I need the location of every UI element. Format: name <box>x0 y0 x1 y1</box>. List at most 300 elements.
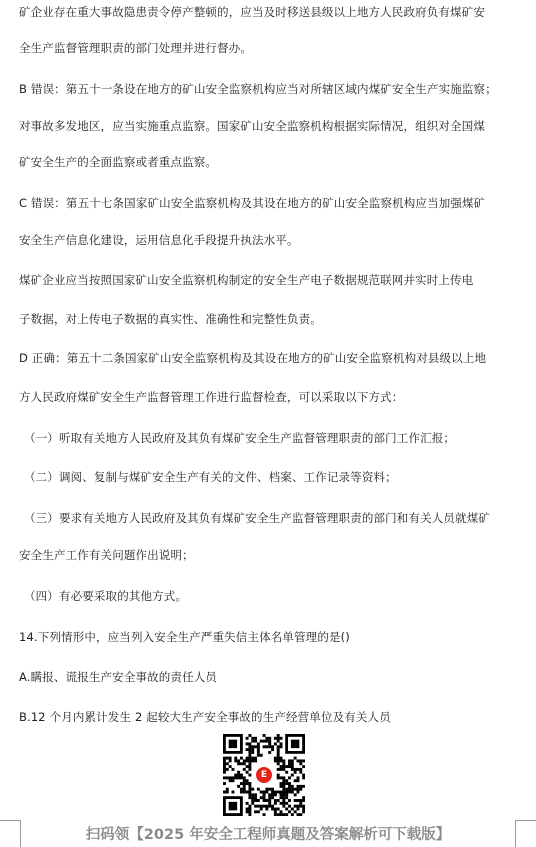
qr-module <box>240 757 243 760</box>
qr-module <box>277 751 280 754</box>
text-line: 煤矿企业应当按照国家矿山安全监察机构制定的安全生产电子数据规范联网并实时上传电 <box>19 273 474 287</box>
qr-module <box>251 751 254 754</box>
qr-module <box>265 740 268 743</box>
qr-module <box>254 796 257 799</box>
qr-module <box>265 788 268 791</box>
qr-module <box>263 740 266 743</box>
qr-module <box>277 759 280 762</box>
qr-module <box>280 785 283 788</box>
qr-module <box>294 810 297 813</box>
qr-module <box>229 776 232 779</box>
qr-module <box>251 759 254 762</box>
qr-module <box>271 796 274 799</box>
qr-module <box>248 759 251 762</box>
qr-module <box>251 793 254 796</box>
qr-module <box>237 762 240 765</box>
qr-module <box>271 788 274 791</box>
qr-module <box>251 748 254 751</box>
qr-module <box>229 765 232 768</box>
qr-module <box>294 788 297 791</box>
qr-module <box>257 810 260 813</box>
qr-module <box>263 799 266 802</box>
qr-module <box>251 799 254 802</box>
qr-module <box>248 813 251 816</box>
qr-module <box>277 799 280 802</box>
qr-module <box>257 754 260 757</box>
qr-module <box>234 776 237 779</box>
qr-module <box>277 734 280 737</box>
qr-module <box>294 779 297 782</box>
text-line: 矿安全生产的全面监察或者重点监察。 <box>19 155 218 169</box>
qr-module <box>251 737 254 740</box>
qr-module <box>280 813 283 816</box>
text-line: （一）听取有关地方人民政府及其负有煤矿安全生产监督管理职责的部门工作汇报； <box>24 431 456 445</box>
qr-module <box>277 748 280 751</box>
qr-module <box>277 813 280 816</box>
qr-module <box>254 810 257 813</box>
text-line: （三）要求有关地方人民政府及其负有煤矿安全生产监督管理职责的部门和有关人员就煤矿 <box>24 511 490 525</box>
qr-module <box>223 791 226 794</box>
qr-module <box>288 765 291 768</box>
qr-module <box>288 805 291 808</box>
qr-module <box>226 762 229 765</box>
qr-module <box>231 768 234 771</box>
qr-module <box>268 805 271 808</box>
qr-module <box>288 785 291 788</box>
qr-module <box>240 762 243 765</box>
text-line: B 错误：第五十一条设在地方的矿山安全监察机构应当对所辖区域内煤矿安全生产实施监察； <box>19 82 497 96</box>
qr-module <box>285 791 288 794</box>
qr-module <box>268 802 271 805</box>
qr-module <box>277 776 280 779</box>
qr-module <box>223 771 226 774</box>
qr-module <box>265 791 268 794</box>
qr-module <box>277 808 280 811</box>
qr-module <box>231 779 234 782</box>
qr-module <box>291 788 294 791</box>
qr-module <box>246 737 249 740</box>
qr-module <box>271 748 274 751</box>
qr-module <box>243 791 246 794</box>
qr-module <box>297 785 300 788</box>
qr-module <box>248 734 251 737</box>
qr-module <box>280 776 283 779</box>
qr-module <box>257 788 260 791</box>
qr-module <box>282 799 285 802</box>
qr-module <box>282 779 285 782</box>
qr-module <box>285 813 288 816</box>
qr-module <box>280 737 283 740</box>
question-line: 14.下列情形中，应当列入安全生产严重失信主体名单管理的是() <box>19 630 350 644</box>
qr-module <box>299 771 302 774</box>
text-line: 对事故多发地区，应当实施重点监察。国家矿山安全监察机构根据实际情况，组织对全国煤 <box>19 119 485 133</box>
qr-module <box>274 808 277 811</box>
qr-module <box>251 740 254 743</box>
qr-module <box>248 788 251 791</box>
qr-module <box>263 796 266 799</box>
qr-module <box>285 765 288 768</box>
qr-module <box>237 774 240 777</box>
qr-module <box>288 776 291 779</box>
text-line: 安全生产信息化建设，运用信息化手段提升执法水平。 <box>19 233 299 247</box>
qr-module <box>302 774 305 777</box>
qr-module <box>246 765 249 768</box>
qr-module <box>285 802 288 805</box>
qr-module <box>248 757 251 760</box>
qr-module <box>288 788 291 791</box>
qr-module <box>248 754 251 757</box>
qr-module <box>297 788 300 791</box>
qr-module <box>280 757 283 760</box>
qr-module <box>248 751 251 754</box>
qr-module <box>294 805 297 808</box>
qr-module <box>265 737 268 740</box>
qr-module <box>248 765 251 768</box>
qr-module <box>299 799 302 802</box>
qr-module <box>277 791 280 794</box>
qr-module <box>285 779 288 782</box>
qr-module <box>268 745 271 748</box>
qr-module <box>251 757 254 760</box>
qr-module <box>254 793 257 796</box>
qr-module <box>254 740 257 743</box>
qr-module <box>260 754 263 757</box>
qr-module <box>248 785 251 788</box>
qr-module <box>240 788 243 791</box>
qr-module <box>274 799 277 802</box>
qr-module <box>285 782 288 785</box>
option-line: B.12 个月内累计发生 2 起较大生产安全事故的生产经营单位及有关人员 <box>19 710 391 724</box>
qr-module <box>277 737 280 740</box>
qr-module <box>291 768 294 771</box>
qr-module <box>280 765 283 768</box>
qr-module <box>302 808 305 811</box>
qr-module <box>248 742 251 745</box>
qr-module <box>299 805 302 808</box>
qr-module <box>246 782 249 785</box>
qr-module <box>268 742 271 745</box>
qr-module <box>260 808 263 811</box>
qr-module <box>282 796 285 799</box>
qr-module <box>246 808 249 811</box>
qr-module <box>243 782 246 785</box>
qr-module <box>229 802 237 810</box>
qr-module <box>291 759 294 762</box>
qr-module <box>243 768 246 771</box>
qr-module <box>280 796 283 799</box>
qr-module <box>237 759 240 762</box>
qr-module <box>237 776 240 779</box>
qr-module <box>263 805 266 808</box>
qr-module <box>274 793 277 796</box>
qr-module <box>274 759 277 762</box>
text-line: 方人民政府煤矿安全生产监督管理工作进行监督检查，可以采取以下方式： <box>19 390 404 404</box>
qr-module <box>229 757 232 760</box>
qr-module <box>260 740 263 743</box>
qr-module <box>274 810 277 813</box>
qr-module <box>277 745 280 748</box>
qr-module <box>291 774 294 777</box>
qr-module <box>240 776 243 779</box>
qr-module <box>263 813 266 816</box>
qr-module <box>260 796 263 799</box>
qr-module <box>282 805 285 808</box>
qr-module <box>294 757 297 760</box>
qr-module <box>226 791 229 794</box>
qr-module <box>268 796 271 799</box>
qr-module <box>260 791 263 794</box>
qr-module <box>251 788 254 791</box>
qr-module <box>280 768 283 771</box>
qr-module <box>297 779 300 782</box>
qr-module <box>280 759 283 762</box>
qr-module <box>248 782 251 785</box>
qr-module <box>299 813 302 816</box>
qr-module <box>248 808 251 811</box>
qr-module <box>299 785 302 788</box>
text-line: 安全生产工作有关问题作出说明； <box>19 548 194 562</box>
text-line: C 错误：第五十七条国家矿山安全监察机构及其设在地方的矿山安全监察机构应当加强煤矿 <box>19 196 486 210</box>
qr-module <box>277 774 280 777</box>
text-line: 全生产监督管理职责的部门处理并进行督办。 <box>19 41 252 55</box>
qr-module <box>285 796 288 799</box>
qr-module <box>297 768 300 771</box>
qr-module <box>280 745 283 748</box>
qr-module <box>268 737 271 740</box>
qr-module <box>243 776 246 779</box>
qr-module <box>280 810 283 813</box>
qr-module <box>248 805 251 808</box>
qr-module <box>297 808 300 811</box>
qr-module <box>268 788 271 791</box>
qr-module <box>257 799 260 802</box>
qr-module <box>302 785 305 788</box>
qr-module <box>243 759 246 762</box>
qr-module <box>251 802 254 805</box>
qr-module <box>285 771 288 774</box>
qr-module <box>251 796 254 799</box>
qr-module <box>302 765 305 768</box>
qr-module <box>288 782 291 785</box>
qr-module <box>240 791 243 794</box>
qr-module <box>246 742 249 745</box>
qr-module <box>282 813 285 816</box>
qr-module <box>246 802 249 805</box>
qr-module <box>226 776 229 779</box>
qr-module <box>280 791 283 794</box>
qr-module <box>234 757 237 760</box>
qr-module <box>226 768 229 771</box>
qr-module <box>268 751 271 754</box>
qr-module <box>271 745 274 748</box>
qr-module <box>277 754 280 757</box>
qr-code[interactable] <box>223 734 305 816</box>
text-line: （四）有必要采取的其他方式。 <box>24 589 188 603</box>
qr-module <box>282 762 285 765</box>
qr-module <box>271 808 274 811</box>
qr-module <box>294 771 297 774</box>
qr-module <box>274 737 277 740</box>
qr-module <box>299 768 302 771</box>
qr-module <box>274 791 277 794</box>
qr-module <box>280 742 283 745</box>
qr-module <box>268 740 271 743</box>
qr-module <box>291 740 299 748</box>
qr-module <box>263 745 266 748</box>
qr-module <box>294 793 297 796</box>
qr-module <box>288 791 291 794</box>
qr-module <box>243 785 246 788</box>
qr-module <box>223 776 226 779</box>
qr-module <box>271 805 274 808</box>
qr-module <box>280 802 283 805</box>
qr-module <box>246 757 249 760</box>
qr-module <box>291 813 294 816</box>
qr-module <box>248 762 251 765</box>
qr-module <box>223 782 226 785</box>
qr-module <box>285 788 288 791</box>
qr-module <box>223 759 226 762</box>
download-caption[interactable]: 扫码领【2025 年安全工程师真题及答案解析可下载版】 <box>85 827 451 843</box>
qr-module <box>229 779 232 782</box>
option-line: A.瞒报、谎报生产安全事故的责任人员 <box>19 670 218 684</box>
qr-module <box>282 776 285 779</box>
qr-module <box>277 757 280 760</box>
qr-module <box>302 810 305 813</box>
qr-module <box>299 759 302 762</box>
qr-module <box>282 765 285 768</box>
text-line: （二）调阅、复制与煤矿安全生产有关的文件、档案、工作记录等资料； <box>24 470 397 484</box>
qr-module <box>257 742 260 745</box>
qr-module <box>251 745 254 748</box>
text-line: 矿企业存在重大事故隐患责令停产整顿的，应当及时移送县级以上地方人民政府负有煤矿安 <box>19 5 485 19</box>
qr-module <box>282 788 285 791</box>
qr-module <box>260 805 263 808</box>
qr-module <box>285 808 288 811</box>
qr-module <box>254 759 257 762</box>
qr-module <box>243 762 246 765</box>
qr-module <box>240 774 243 777</box>
qr-module <box>297 813 300 816</box>
qr-module <box>297 759 300 762</box>
qr-module <box>302 796 305 799</box>
qr-module <box>254 745 257 748</box>
qr-module <box>246 791 249 794</box>
qr-module <box>294 799 297 802</box>
qr-module <box>291 762 294 765</box>
qr-module <box>254 799 257 802</box>
qr-module <box>263 791 266 794</box>
qr-module <box>248 774 251 777</box>
qr-module <box>237 771 240 774</box>
qr-module <box>297 776 300 779</box>
qr-module <box>285 793 288 796</box>
qr-module <box>268 799 271 802</box>
qr-module <box>248 768 251 771</box>
qr-module <box>226 757 229 760</box>
qr-module <box>265 745 268 748</box>
qr-module <box>246 771 249 774</box>
qr-module <box>237 785 240 788</box>
qr-module <box>271 791 274 794</box>
qr-module <box>268 793 271 796</box>
qr-module <box>257 751 260 754</box>
qr-module <box>282 782 285 785</box>
qr-module <box>282 793 285 796</box>
qr-module <box>282 791 285 794</box>
qr-module <box>265 805 268 808</box>
qr-module <box>302 776 305 779</box>
qr-module <box>248 793 251 796</box>
qr-module <box>246 748 249 751</box>
qr-module <box>282 759 285 762</box>
qr-module <box>274 742 277 745</box>
qr-module <box>223 757 226 760</box>
qr-module <box>280 793 283 796</box>
qr-module <box>291 808 294 811</box>
qr-module <box>263 734 266 737</box>
qr-module <box>299 788 302 791</box>
qr-module <box>257 745 260 748</box>
qr-module <box>226 788 229 791</box>
qr-module <box>265 808 268 811</box>
qr-module <box>246 759 249 762</box>
qr-module <box>282 785 285 788</box>
qr-module <box>248 810 251 813</box>
qr-module <box>254 805 257 808</box>
qr-module <box>248 748 251 751</box>
qr-module <box>297 805 300 808</box>
qr-module <box>254 757 257 760</box>
qr-module <box>277 768 280 771</box>
qr-module <box>240 782 243 785</box>
qr-module <box>302 759 305 762</box>
qr-module <box>223 762 226 765</box>
qr-module <box>274 802 277 805</box>
qr-module <box>291 765 294 768</box>
qr-module <box>288 759 291 762</box>
qr-module <box>277 762 280 765</box>
qr-module <box>302 799 305 802</box>
qr-module <box>223 768 226 771</box>
qr-module <box>265 799 268 802</box>
qr-module <box>299 802 302 805</box>
qr-module <box>274 813 277 816</box>
qr-module <box>263 793 266 796</box>
qr-module <box>280 782 283 785</box>
qr-module <box>299 762 302 765</box>
text-line: D 正确：第五十二条国家矿山安全监察机构及其设在地方的矿山安全监察机构对县级以上地 <box>19 351 487 365</box>
qr-module <box>274 757 277 760</box>
qr-module <box>246 810 249 813</box>
qr-module <box>282 768 285 771</box>
qr-module <box>243 788 246 791</box>
qr-module <box>271 793 274 796</box>
qr-module <box>246 779 249 782</box>
text-line: 子数据，对上传电子数据的真实性、准确性和完整性负责。 <box>19 312 322 326</box>
qr-module <box>291 785 294 788</box>
qr-module <box>254 737 257 740</box>
qr-module <box>243 779 246 782</box>
qr-module <box>234 759 237 762</box>
qr-module <box>302 805 305 808</box>
qr-module <box>288 799 291 802</box>
qr-module <box>248 796 251 799</box>
qr-logo-icon: E <box>254 765 274 785</box>
qr-module <box>282 802 285 805</box>
qr-module <box>248 791 251 794</box>
qr-module <box>223 765 226 768</box>
